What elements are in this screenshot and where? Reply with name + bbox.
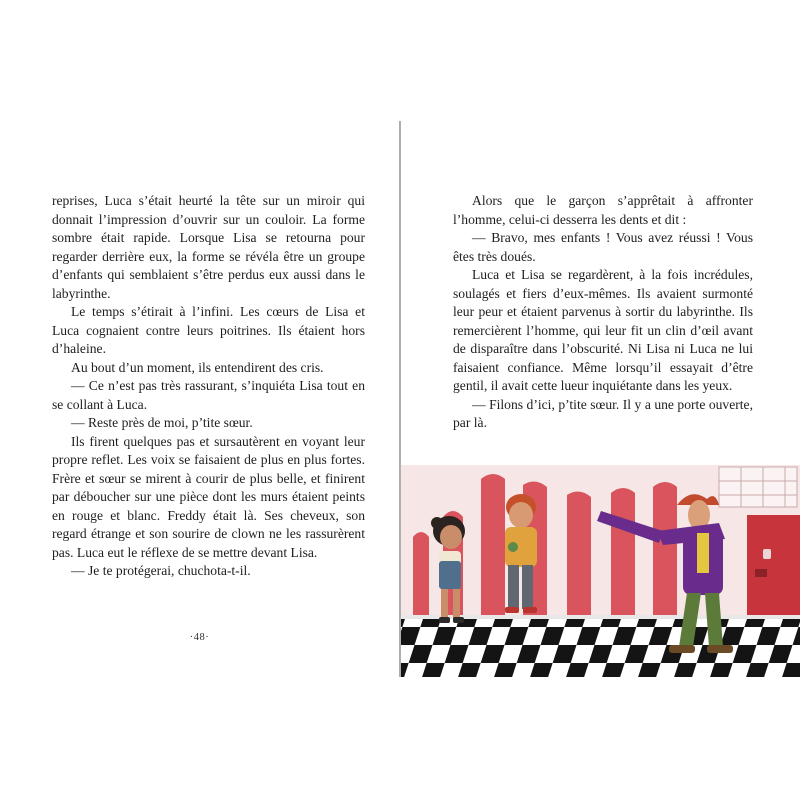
paragraph: Alors que le garçon s’apprêtait à affronter l’homme, celui-ci desserra les dents et dit : [453, 193, 753, 227]
left-page-text [52, 192, 365, 581]
paragraph: Le temps s’étirait à l’infini. Les cœurs de Lisa et Luca cognaient contre leurs poitrines. Ils étaient hors d’haleine. [52, 304, 365, 356]
paragraph: — Bravo, mes enfants ! Vous avez réussi ! Vous êtes très doués. [453, 230, 753, 264]
paragraph: Ils firent quelques pas et sursautèrent en voyant leur propre reflet. Les voix se faisaient de plus en plus fortes. Frère et sœur se mirent à courir de plus belle, et finirent par déboucher sur une pièce dont les murs étaient peints en rouge et blanc. Freddy était là. Ses cheveux, son regard étrange et son sourire de clown ne les rassurèrent pas. Luca eut le réflexe de se mettre devant Lisa. [52, 433, 365, 560]
paragraph: — Filons d’ici, p’tite sœur. Il y a une porte ouverte, par là. [453, 396, 753, 430]
window-grid [719, 467, 797, 507]
paragraph: Au bout d’un moment, ils entendirent des cris. [71, 359, 324, 375]
left-page [0, 121, 399, 677]
book-spread [0, 121, 800, 677]
right-page-text [453, 192, 753, 433]
paragraph: reprises, Luca s’était heurté la tête sur un miroir qui donnait l’impression d’ouvrir sur un couloir. La forme sombre était rapide. Lorsque Lisa se retourna pour regarder derrière eux, la forme se révéla être un groupe d’enfants qui semblaient s’être perdus eux aussi dans le labyrinthe. [52, 193, 365, 301]
paragraph: — Reste près de moi, p’tite sœur. [71, 415, 253, 430]
checkered-floor [401, 617, 800, 677]
page-number: ·48· [189, 632, 210, 643]
paragraph: — Ce n’est pas très rassurant, s’inquiéta Lisa tout en se collant à Luca. [52, 378, 365, 412]
story-illustration [401, 465, 800, 677]
paragraph: — Je te protégerai, chuchota-t-il. [71, 563, 251, 578]
paragraph: Luca et Lisa se regardèrent, à la fois incrédules, soulagés et fiers d’eux-mêmes. Ils avaient surmonté leur peur et étaient parvenus à sortir du labyrinthe. Ils remercièrent l’homme, qui leur fit un clin d’œil avant de disparaître dans l’obscurité. Ni Lisa ni Luca ne lui faisaient confiance. Même lorsqu’il essayait d’être gentil, il avait cette lueur inquiétante dans les yeux. [453, 267, 753, 393]
right-page [401, 121, 800, 677]
illustration-scene [401, 465, 800, 677]
